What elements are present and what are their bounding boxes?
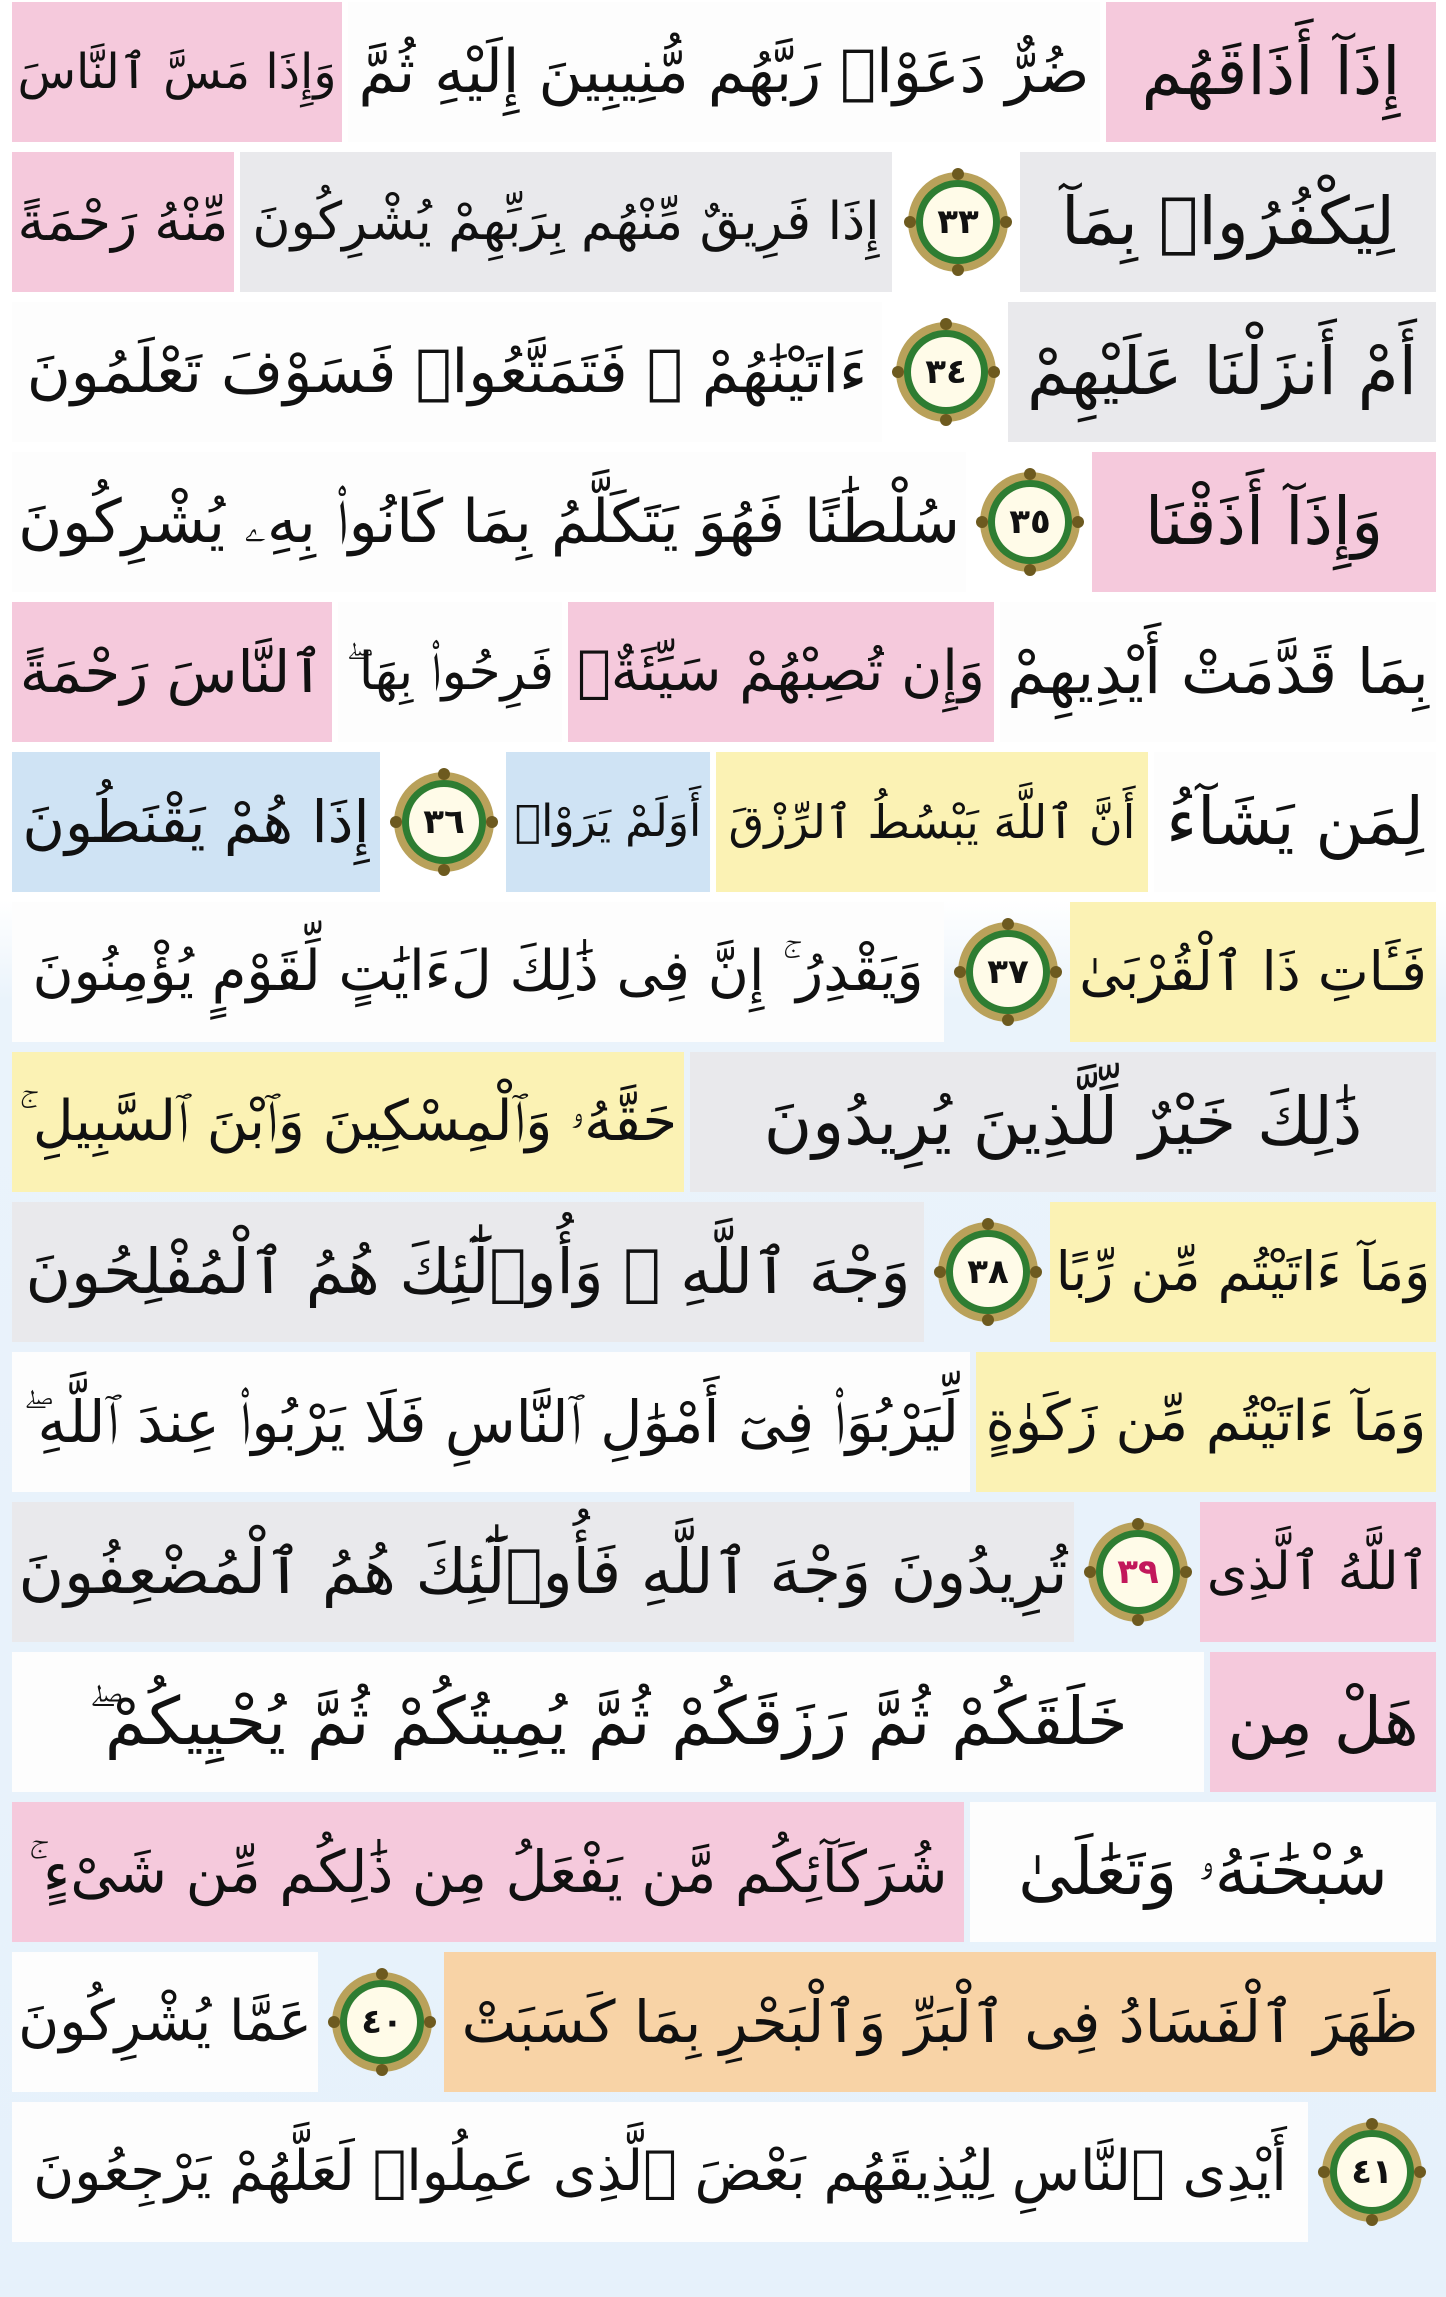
verse-text: أَوَلَمْ يَرَوْا۟ — [514, 796, 702, 847]
verse-text: أَمْ أَنزَلْنَا عَلَيْهِمْ — [1027, 333, 1417, 410]
highlight-segment — [444, 1952, 1436, 2092]
verse-line-8 — [0, 1052, 1446, 1192]
verse-text: مِّنْهُ رَحْمَةً — [17, 190, 229, 253]
highlight-segment — [1050, 1202, 1436, 1342]
verse-text: وَيَقْدِرُ ۚ إِنَّ فِى ذَٰلِكَ لَءَايَٰتٍ لِّقَوْمٍ يُؤْمِنُونَ — [32, 939, 924, 1004]
verse-text: ظَهَرَ ٱلْفَسَادُ فِى ٱلْبَرِّ وَٱلْبَحْرِ بِمَا كَسَبَتْ — [461, 1988, 1419, 2056]
ayah-number-marker — [1082, 1516, 1194, 1628]
verse-text: بِمَا قَدَّمَتْ أَيْدِيهِمْ — [1007, 635, 1429, 708]
highlight-segment — [348, 2, 1100, 142]
verse-text: سُبْحَٰنَهُۥ وَتَعَٰلَىٰ — [1018, 1833, 1388, 1910]
ayah-number-marker — [952, 916, 1064, 1028]
highlight-segment — [1020, 152, 1436, 292]
verse-line-1 — [0, 2, 1446, 142]
verse-text: لِمَن يَشَآءُ — [1166, 783, 1424, 860]
verse-text: فَـَٔاتِ ذَا ٱلْقُرْبَىٰ — [1079, 940, 1427, 1003]
highlight-segment — [1200, 1502, 1436, 1642]
ayah-number-marker — [890, 316, 1002, 428]
highlight-segment — [240, 152, 892, 292]
highlight-segment — [12, 602, 332, 742]
verse-text: وَإِذَآ أَذَقْنَا — [1144, 483, 1384, 560]
ayah-number: ٣٩ — [1117, 1552, 1159, 1592]
highlight-segment — [1008, 302, 1436, 442]
ayah-number-marker — [974, 466, 1086, 578]
highlight-segment — [12, 1052, 684, 1192]
verse-line-10 — [0, 1352, 1446, 1492]
highlight-segment — [12, 1202, 924, 1342]
ayah-number: ٣٦ — [423, 802, 465, 842]
highlight-segment — [12, 1652, 1204, 1792]
verse-text: لِيَكْفُرُوا۟ بِمَآ — [1061, 183, 1395, 260]
highlight-segment — [976, 1352, 1436, 1492]
highlight-segment — [12, 902, 944, 1042]
verse-text: فَرِحُوا۟ بِهَا ۖ — [345, 642, 555, 702]
verse-text: أَيْدِى ٱلنَّاسِ لِيُذِيقَهُم بَعْضَ ٱلَّذِى عَمِلُوا۟ لَعَلَّهُمْ يَرْجِعُونَ — [33, 2139, 1287, 2204]
verse-line-15 — [0, 2102, 1446, 2242]
highlight-segment — [690, 1052, 1436, 1192]
verse-text: وَمَآ ءَاتَيْتُم مِّن رِّبًا — [1055, 1240, 1431, 1303]
highlight-segment — [1154, 752, 1436, 892]
ayah-number: ٣٥ — [1009, 502, 1051, 542]
verse-line-9 — [0, 1202, 1446, 1342]
verse-text: إِذَا فَرِيقٌ مِّنْهُم بِرَبِّهِمْ يُشْرِكُونَ — [252, 192, 880, 252]
verse-text: ذَٰلِكَ خَيْرٌ لِّلَّذِينَ يُرِيدُونَ — [763, 1083, 1363, 1160]
verse-line-7 — [0, 902, 1446, 1042]
highlight-segment — [1070, 902, 1436, 1042]
ayah-number: ٤١ — [1351, 2152, 1393, 2192]
verse-line-14 — [0, 1952, 1446, 2092]
highlight-segment — [12, 1952, 318, 2092]
verse-text: خَلَقَكُمْ ثُمَّ رَزَقَكُمْ ثُمَّ يُمِيتُكُمْ ثُمَّ يُحْيِيكُمْ ۖ — [88, 1683, 1128, 1760]
verse-text: وَإِن تُصِبْهُمْ سَيِّئَةٌۢ — [577, 639, 985, 704]
verse-line-3 — [0, 302, 1446, 442]
verse-text: عَمَّا يُشْرِكُونَ — [18, 1989, 312, 2054]
verse-text: ٱلنَّاسَ رَحْمَةً — [19, 638, 325, 706]
verse-text: ضُرٌّ دَعَوْا۟ رَبَّهُم مُّنِيبِينَ إِلَيْهِ ثُمَّ — [358, 37, 1090, 107]
verse-text: هَلْ مِن — [1227, 1683, 1419, 1760]
verse-text: ءَاتَيْنَٰهُمْ ۚ فَتَمَتَّعُوا۟ فَسَوْفَ تَعْلَمُونَ — [26, 337, 868, 407]
highlight-segment — [970, 1802, 1436, 1942]
ayah-number: ٣٣ — [937, 202, 979, 242]
ayah-number-marker — [326, 1966, 438, 2078]
ayah-number: ٣٤ — [925, 352, 967, 392]
verse-text: ٱللَّهُ ٱلَّذِى — [1206, 1542, 1430, 1602]
highlight-segment — [12, 1502, 1074, 1642]
highlight-segment — [506, 752, 710, 892]
verse-text: سُلْطَٰنًا فَهُوَ يَتَكَلَّمُ بِمَا كَانُوا۟ بِهِۦ يُشْرِكُونَ — [18, 487, 960, 557]
verse-text: أَنَّ ٱللَّهَ يَبْسُطُ ٱلرِّزْقَ — [728, 795, 1136, 849]
highlight-segment — [1106, 2, 1436, 142]
highlight-segment — [12, 1352, 970, 1492]
verse-line-5 — [0, 602, 1446, 742]
highlight-segment — [12, 2, 342, 142]
verse-text: لِّيَرْبُوَا۟ فِىٓ أَمْوَٰلِ ٱلنَّاسِ فَلَا يَرْبُوا۟ عِندَ ٱللَّهِ ۖ — [22, 1388, 960, 1456]
verse-text: شُرَكَآئِكُم مَّن يَفْعَلُ مِن ذَٰلِكُم مِّن شَىْءٍ ۚ — [28, 1838, 948, 1906]
highlight-segment — [12, 752, 380, 892]
highlight-segment — [12, 152, 234, 292]
highlight-segment — [1092, 452, 1436, 592]
highlight-segment — [12, 1802, 964, 1942]
ayah-number: ٣٨ — [967, 1252, 1009, 1292]
highlight-segment — [1210, 1652, 1436, 1792]
verse-line-13 — [0, 1802, 1446, 1942]
highlight-segment — [568, 602, 994, 742]
highlight-segment — [12, 302, 882, 442]
highlight-segment — [338, 602, 562, 742]
verse-line-12 — [0, 1652, 1446, 1792]
ayah-number-marker — [388, 766, 500, 878]
ayah-number: ٤٠ — [361, 2002, 403, 2042]
ayah-number: ٣٧ — [987, 952, 1029, 992]
verse-text: حَقَّهُۥ وَٱلْمِسْكِينَ وَٱبْنَ ٱلسَّبِيلِ ۚ — [18, 1089, 678, 1154]
ayah-number-marker — [1316, 2116, 1428, 2228]
ayah-number-marker — [932, 1216, 1044, 1328]
ayah-number-marker — [902, 166, 1014, 278]
highlight-segment — [1000, 602, 1436, 742]
verse-text: إِذَا هُمْ يَقْنَطُونَ — [22, 788, 370, 856]
verse-line-4 — [0, 452, 1446, 592]
verse-text: تُرِيدُونَ وَجْهَ ٱللَّهِ فَأُو۟لَٰٓئِكَ هُمُ ٱلْمُضْعِفُونَ — [18, 1535, 1068, 1608]
highlight-segment — [716, 752, 1148, 892]
verse-text: وَجْهَ ٱللَّهِ ۖ وَأُو۟لَٰٓئِكَ هُمُ ٱلْمُفْلِحُونَ — [25, 1235, 911, 1308]
verse-line-11 — [0, 1502, 1446, 1642]
verse-line-6 — [0, 752, 1446, 892]
verse-line-2 — [0, 152, 1446, 292]
highlight-segment — [12, 452, 966, 592]
highlight-segment — [12, 2102, 1308, 2242]
verse-text: وَمَآ ءَاتَيْتُم مِّن زَكَوٰةٍ — [985, 1389, 1427, 1454]
verse-text: إِذَآ أَذَاقَهُم — [1141, 33, 1401, 110]
verse-text: وَإِذَا مَسَّ ٱلنَّاسَ — [17, 44, 337, 100]
